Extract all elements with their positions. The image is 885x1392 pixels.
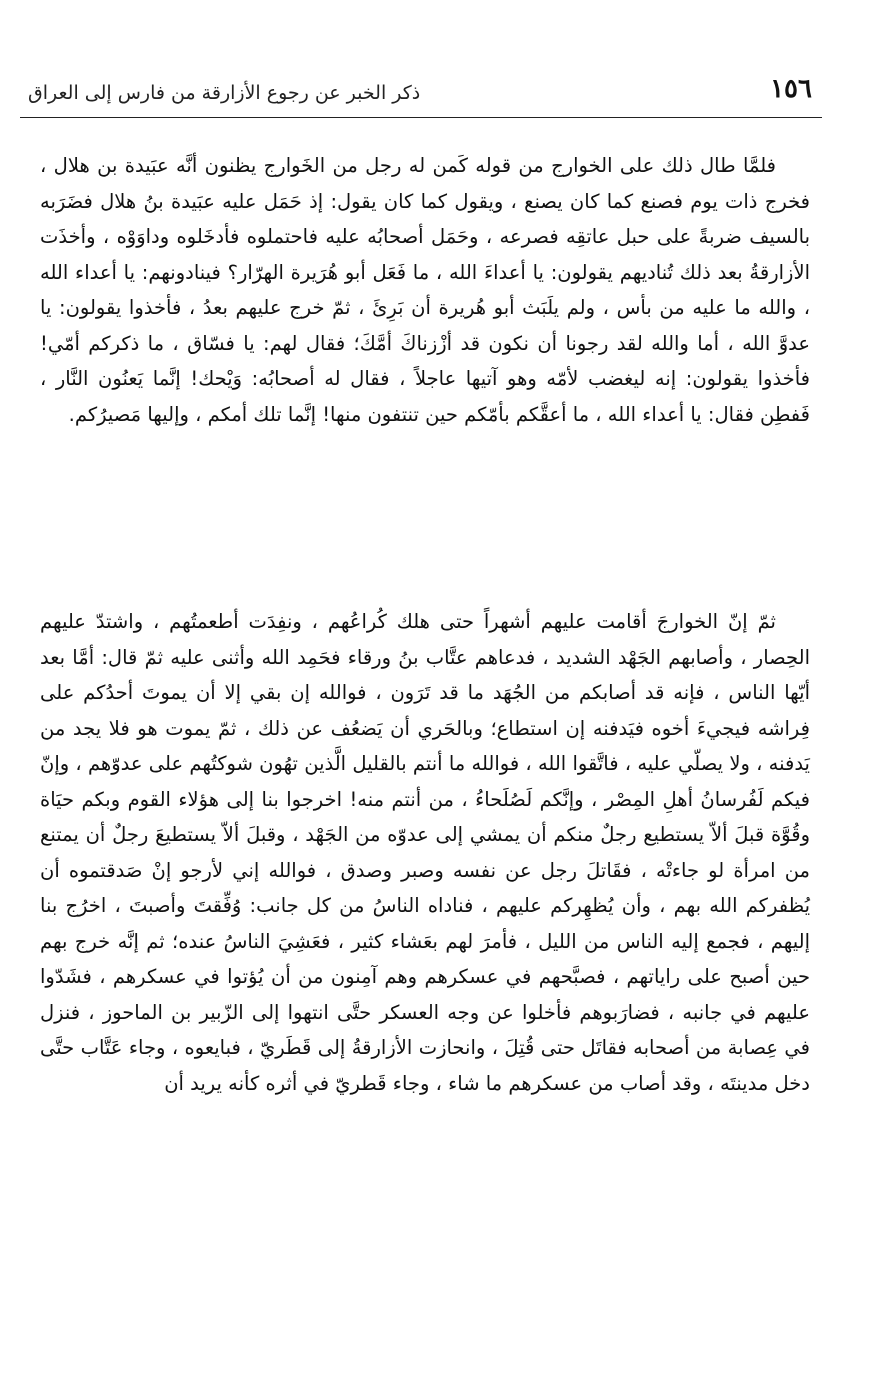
header-divider (20, 117, 822, 118)
paragraph-2: ثمّ إنّ الخوارجَ أقامت عليهم أشهراً حتى هلك كُراعُهم ، ونفِدَت أطعمتُهم ، واشتدّ عليهم الحِصار ، وأصابهم الجَهْد الشديد ، فدعاهم عتَّاب بنُ ورقاء فحَمِد الله وأثنى عليه ثمّ قال: أمَّا بعد أيّها الناس ، فإنه قد أصابكم من الجُهَد ما قد تَرَون ، فوالله إن بقي إلا أن يموتَ أحدُكم على فِراشه فيجيءَ أخوه فيَدفنه إن استطاع؛ وبالحَري أن يَضعُف عن ذلك ، ثمّ يموت هو فلا يجد من يَدفنه ، ولا يصلّي عليه ، فاتَّقوا الله ، فوالله ما أنتم بالقليل الَّذين تهُون شوكتُهم على عدوّهم ، وإنّ فيكم لَفُرسانُ أهلِ المِصْر ، وإنَّكم لَصُلَحاءُ ، من أنتم منه! اخرجوا بنا إلى هؤلاء القوم وبكم حيَاة وقُوَّة قبلَ ألاّ يستطيع رجلٌ منكم أن يمشي إلى عدوّه من الجَهْد ، وقبلَ ألاّ يستطيعَ رجلٌ أن يمتنع من امرأة لو جاءتْه ، فقَاتلَ رجل عن نفسه وصبر وصدق ، فوالله إني لأرجو إنْ صَدقتموه أن يُظفركم الله بهم ، وأن يُظهِركم عليهم ، فناداه الناسُ من كل جانب: وُفِّقتَ وأصبتَ ، اخرُج بنا إليهم ، فجمع إليه الناس من الليل ، فأمرَ لهم بعَشاء كثير ، فعَشِيَ الناسُ عنده؛ ثم إنَّه خرج بهم حين أصبح على راياتهم ، فصبَّحهم في عسكرهم وهم آمِنون من أن يُؤتوا في عسكرهم ، فشَدّوا عليهم في جانبه ، فضارَبوهم فأخلوا عن وجه العسكر حتَّى انتهوا إلى الزّبير بن الماحوز ، فنزل في عِصابة من أصحابه فقاتَل حتى قُتِلَ ، وانحازت الأزارقةُ إلى قَطَريّ ، فبايعوه ، وجاء عَتَّاب حتَّى دخل مدينتَه ، وقد أصاب من عسكرهم ما شاء ، وجاء قَطريّ في أثره كأنه يريد أن (40, 610, 810, 1095)
page-number: ١٥٦ (770, 74, 812, 104)
paragraph-1: فلمَّا طال ذلك على الخوارج من قوله كَمن له رجل من الخَوارج يظنون أنَّه عبَيدة بن هلال ، فخرج ذات يوم فصنع كما كان يصنع ، ويقول كما كان يقول: إذ حَمَل عليه عبَيدة بنُ هلال فضَرَبه بالسيف ضربةً على حبل عاتقِه فصرعه ، وحَمَل أصحابُه عليه فاحتملوه فأدخَلوه وداوَوْه ، وأخذَت الأزارقةُ بعد ذلك تُناديهم يقولون: يا أعداءَ الله ، ما فَعَل أبو هُرَيرة الهرّار؟ فينادونهم: يا أعداء الله ، والله ما عليه من بأس ، ولم يلَبَث أبو هُريرة أن بَرِئَ ، ثمّ خرج عليهم بعدُ ، فأخذوا يقولون: يا عدوَّ الله ، أما والله لقد رجونا أن نكون قد أزْزناكَ أمَّكَ؛ فقال لهم: يا فسّاق ، ما ذكركم أمّي! فأخذوا يقولون: إنه ليغضب لأمّه وهو آتيها عاجلاً ، فقال له أصحابُه: وَيْحك! إنَّما يَعنُون النَّار ، فَفطِن فقال: يا أعداء الله ، ما أعقَّكم بأمّكم حين تنتفون منها! إنَّما تلك أمكم ، وإليها مَصيرُكم. (40, 154, 810, 426)
text-block-2 (40, 604, 810, 1101)
running-title: ذكر الخبر عن رجوع الأزارقة من فارس إلى العراق (28, 82, 421, 104)
page-header (24, 72, 820, 116)
text-block-1 (40, 148, 810, 432)
